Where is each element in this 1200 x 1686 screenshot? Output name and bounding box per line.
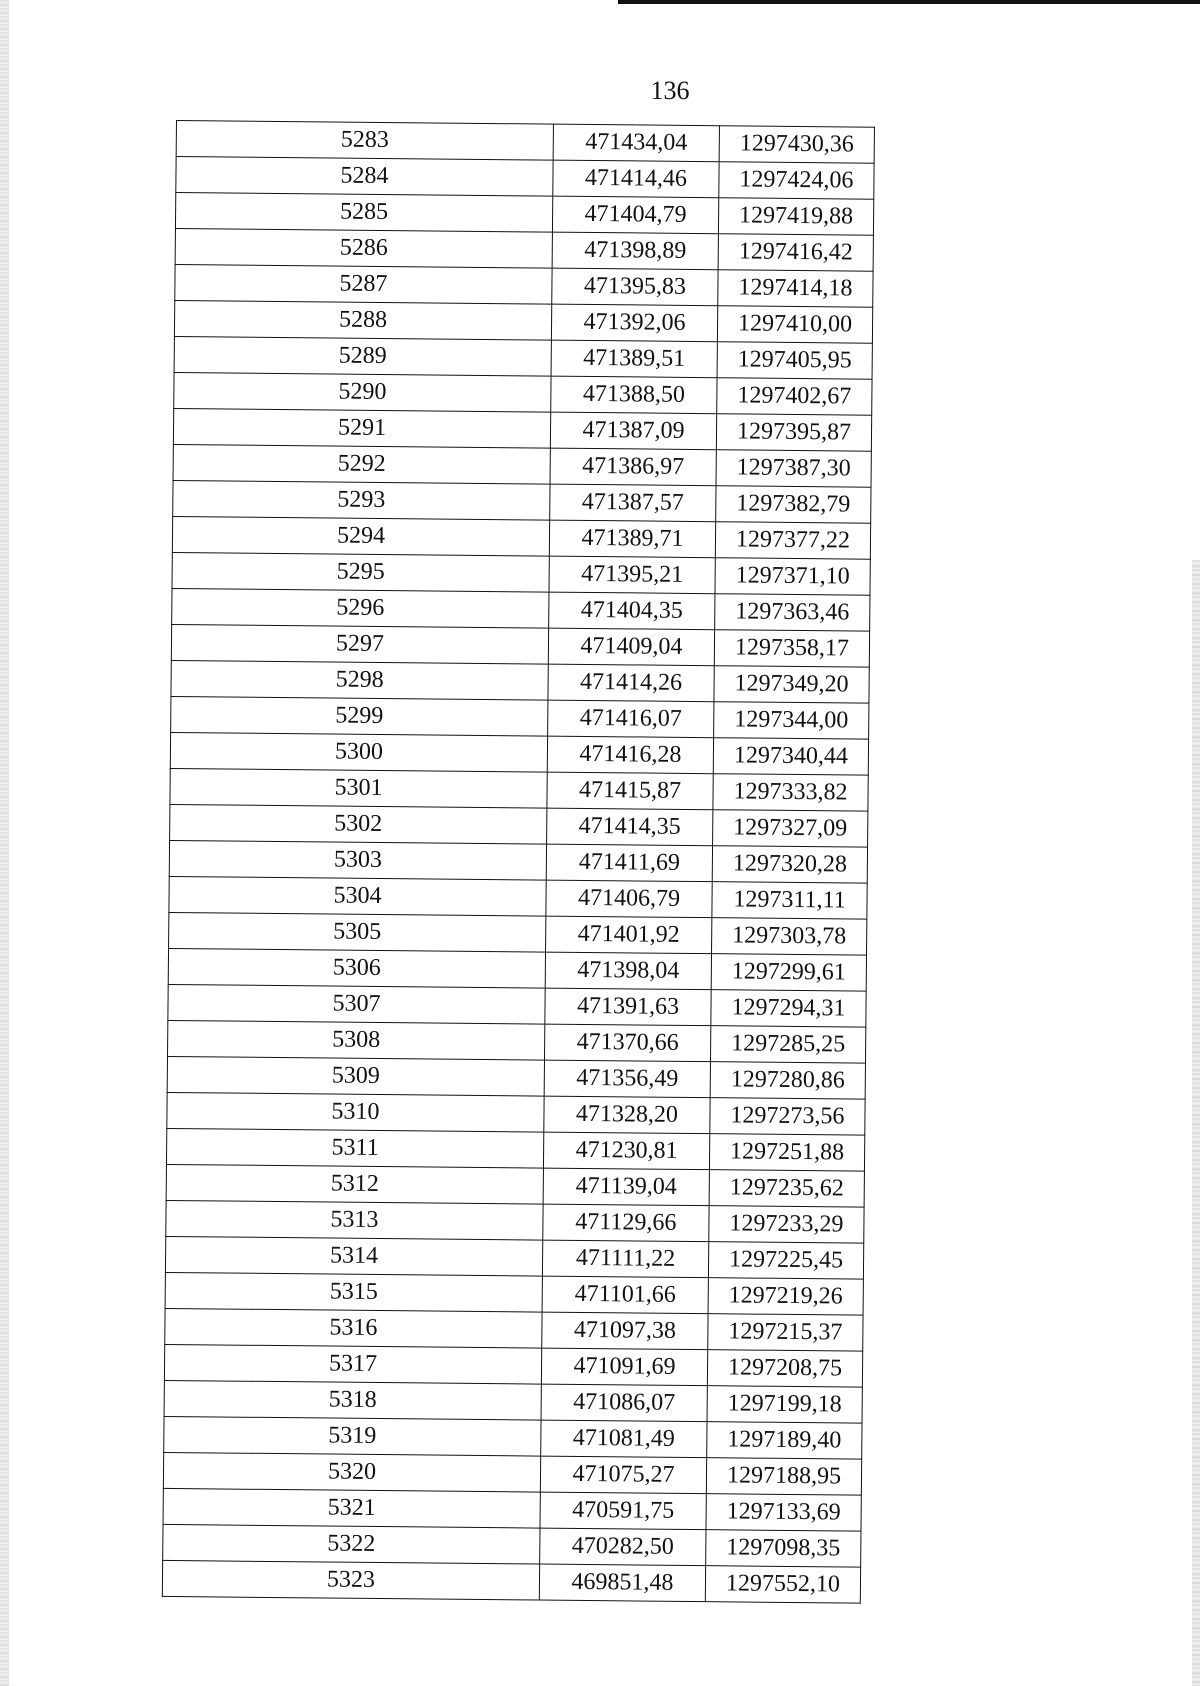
y-coordinate-cell: 1297311,11	[712, 882, 867, 919]
x-coordinate-cell: 471370,66	[544, 1024, 710, 1062]
x-coordinate-cell: 471415,87	[547, 772, 713, 810]
point-number-cell: 5322	[163, 1524, 540, 1564]
y-coordinate-cell: 1297233,29	[709, 1206, 864, 1243]
x-coordinate-cell: 471404,79	[552, 196, 718, 234]
x-coordinate-cell: 471086,07	[541, 1384, 707, 1422]
y-coordinate-cell: 1297410,00	[717, 306, 872, 343]
x-coordinate-cell: 471091,69	[541, 1348, 707, 1386]
x-coordinate-cell: 471414,35	[547, 808, 713, 846]
y-coordinate-cell: 1297419,88	[718, 198, 873, 235]
y-coordinate-cell: 1297225,45	[708, 1242, 863, 1279]
point-number-cell: 5293	[173, 480, 550, 520]
x-coordinate-cell: 471111,22	[542, 1240, 708, 1278]
y-coordinate-cell: 1297303,78	[712, 918, 867, 955]
point-number-cell: 5313	[166, 1200, 543, 1240]
point-number-cell: 5317	[164, 1344, 541, 1384]
y-coordinate-cell: 1297208,75	[707, 1350, 862, 1387]
y-coordinate-cell: 1297395,87	[716, 414, 871, 451]
y-coordinate-cell: 1297333,82	[713, 774, 868, 811]
point-number-cell: 5301	[170, 768, 547, 808]
x-coordinate-cell: 471406,79	[546, 880, 712, 918]
x-coordinate-cell: 471411,69	[546, 844, 712, 882]
y-coordinate-cell: 1297235,62	[709, 1170, 864, 1207]
x-coordinate-cell: 471395,83	[552, 268, 718, 306]
point-number-cell: 5295	[172, 552, 549, 592]
y-coordinate-cell: 1297552,10	[705, 1566, 860, 1603]
x-coordinate-cell: 471414,26	[548, 664, 714, 702]
x-coordinate-cell: 469851,48	[539, 1564, 705, 1602]
point-number-cell: 5304	[169, 876, 546, 916]
point-number-cell: 5294	[172, 516, 549, 556]
y-coordinate-cell: 1297251,88	[709, 1134, 864, 1171]
page-number: 136	[650, 76, 690, 105]
top-rule	[618, 0, 1200, 4]
x-coordinate-cell: 471389,71	[549, 520, 715, 558]
x-coordinate-cell: 471398,04	[545, 952, 711, 990]
x-coordinate-cell: 471097,38	[542, 1312, 708, 1350]
x-coordinate-cell: 471081,49	[541, 1420, 707, 1458]
coordinates-table-body	[162, 121, 874, 1604]
point-number-cell: 5314	[165, 1236, 542, 1276]
point-number-cell: 5299	[171, 696, 548, 736]
y-coordinate-cell: 1297299,61	[711, 954, 866, 991]
point-number-cell: 5305	[169, 912, 546, 952]
point-number-cell: 5308	[168, 1020, 545, 1060]
y-coordinate-cell: 1297133,69	[706, 1494, 861, 1531]
y-coordinate-cell: 1297402,67	[717, 378, 872, 415]
point-number-cell: 5315	[165, 1272, 542, 1312]
point-number-cell: 5310	[167, 1092, 544, 1132]
x-coordinate-cell: 471139,04	[543, 1168, 709, 1206]
point-number-cell: 5298	[171, 660, 548, 700]
y-coordinate-cell: 1297344,00	[714, 702, 869, 739]
x-coordinate-cell: 471387,09	[550, 412, 716, 450]
x-coordinate-cell: 471129,66	[543, 1204, 709, 1242]
point-number-cell: 5290	[174, 372, 551, 412]
y-coordinate-cell: 1297294,31	[711, 990, 866, 1027]
x-coordinate-cell: 471388,50	[551, 376, 717, 414]
x-coordinate-cell: 471230,81	[543, 1132, 709, 1170]
y-coordinate-cell: 1297280,86	[710, 1062, 865, 1099]
point-number-cell: 5307	[168, 984, 545, 1024]
y-coordinate-cell: 1297188,95	[706, 1458, 861, 1495]
table-row	[162, 1560, 860, 1603]
point-number-cell: 5288	[174, 300, 551, 340]
point-number-cell: 5302	[170, 804, 547, 844]
point-number-cell: 5319	[164, 1416, 541, 1456]
x-coordinate-cell: 471434,04	[553, 124, 719, 162]
x-coordinate-cell: 471416,28	[547, 736, 713, 774]
point-number-cell: 5297	[171, 624, 548, 664]
point-number-cell: 5284	[176, 157, 553, 197]
x-coordinate-cell: 470282,50	[540, 1528, 706, 1566]
scan-right-edge	[1192, 560, 1200, 1686]
x-coordinate-cell: 471392,06	[551, 304, 717, 342]
y-coordinate-cell: 1297199,18	[707, 1386, 862, 1423]
y-coordinate-cell: 1297215,37	[708, 1314, 863, 1351]
point-number-cell: 5318	[164, 1380, 541, 1420]
y-coordinate-cell: 1297327,09	[713, 810, 868, 847]
y-coordinate-cell: 1297405,95	[717, 342, 872, 379]
point-number-cell: 5285	[175, 193, 552, 233]
x-coordinate-cell: 471387,57	[550, 484, 716, 522]
y-coordinate-cell: 1297371,10	[715, 558, 870, 595]
y-coordinate-cell: 1297363,46	[715, 594, 870, 631]
y-coordinate-cell: 1297340,44	[713, 738, 868, 775]
point-number-cell: 5320	[163, 1452, 540, 1492]
point-number-cell: 5311	[166, 1128, 543, 1168]
x-coordinate-cell: 471101,66	[542, 1276, 708, 1314]
point-number-cell: 5300	[170, 732, 547, 772]
x-coordinate-cell: 471414,46	[553, 160, 719, 198]
coordinates-table	[162, 120, 875, 1604]
x-coordinate-cell: 471328,20	[544, 1096, 710, 1134]
y-coordinate-cell: 1297285,25	[710, 1026, 865, 1063]
point-number-cell: 5286	[175, 228, 552, 268]
point-number-cell: 5287	[175, 264, 552, 304]
x-coordinate-cell: 471404,35	[549, 592, 715, 630]
x-coordinate-cell: 471391,63	[545, 988, 711, 1026]
x-coordinate-cell: 471409,04	[548, 628, 714, 666]
y-coordinate-cell: 1297377,22	[715, 522, 870, 559]
scan-left-edge	[0, 0, 9, 1686]
x-coordinate-cell: 471395,21	[549, 556, 715, 594]
y-coordinate-cell: 1297358,17	[714, 630, 869, 667]
y-coordinate-cell: 1297416,42	[718, 234, 873, 271]
x-coordinate-cell: 471398,89	[552, 232, 718, 270]
y-coordinate-cell: 1297387,30	[716, 450, 871, 487]
x-coordinate-cell: 471075,27	[540, 1456, 706, 1494]
table-container	[162, 120, 874, 1604]
y-coordinate-cell: 1297219,26	[708, 1278, 863, 1315]
point-number-cell: 5312	[166, 1164, 543, 1204]
point-number-cell: 5289	[174, 336, 551, 376]
point-number-cell: 5292	[173, 444, 550, 484]
x-coordinate-cell: 471416,07	[548, 700, 714, 738]
y-coordinate-cell: 1297424,06	[719, 162, 874, 199]
x-coordinate-cell: 470591,75	[540, 1492, 706, 1530]
point-number-cell: 5323	[162, 1560, 539, 1600]
x-coordinate-cell: 471401,92	[546, 916, 712, 954]
x-coordinate-cell: 471356,49	[544, 1060, 710, 1098]
y-coordinate-cell: 1297189,40	[707, 1422, 862, 1459]
point-number-cell: 5296	[172, 588, 549, 628]
y-coordinate-cell: 1297414,18	[718, 270, 873, 307]
point-number-cell: 5321	[163, 1488, 540, 1528]
point-number-cell: 5316	[165, 1308, 542, 1348]
y-coordinate-cell: 1297273,56	[710, 1098, 865, 1135]
y-coordinate-cell: 1297349,20	[714, 666, 869, 703]
point-number-cell: 5309	[167, 1056, 544, 1096]
y-coordinate-cell: 1297430,36	[719, 126, 874, 163]
point-number-cell: 5291	[173, 408, 550, 448]
point-number-cell: 5303	[169, 840, 546, 880]
y-coordinate-cell: 1297098,35	[706, 1530, 861, 1567]
y-coordinate-cell: 1297382,79	[716, 486, 871, 523]
point-number-cell: 5283	[176, 121, 553, 161]
x-coordinate-cell: 471386,97	[550, 448, 716, 486]
point-number-cell: 5306	[168, 948, 545, 988]
x-coordinate-cell: 471389,51	[551, 340, 717, 378]
y-coordinate-cell: 1297320,28	[712, 846, 867, 883]
